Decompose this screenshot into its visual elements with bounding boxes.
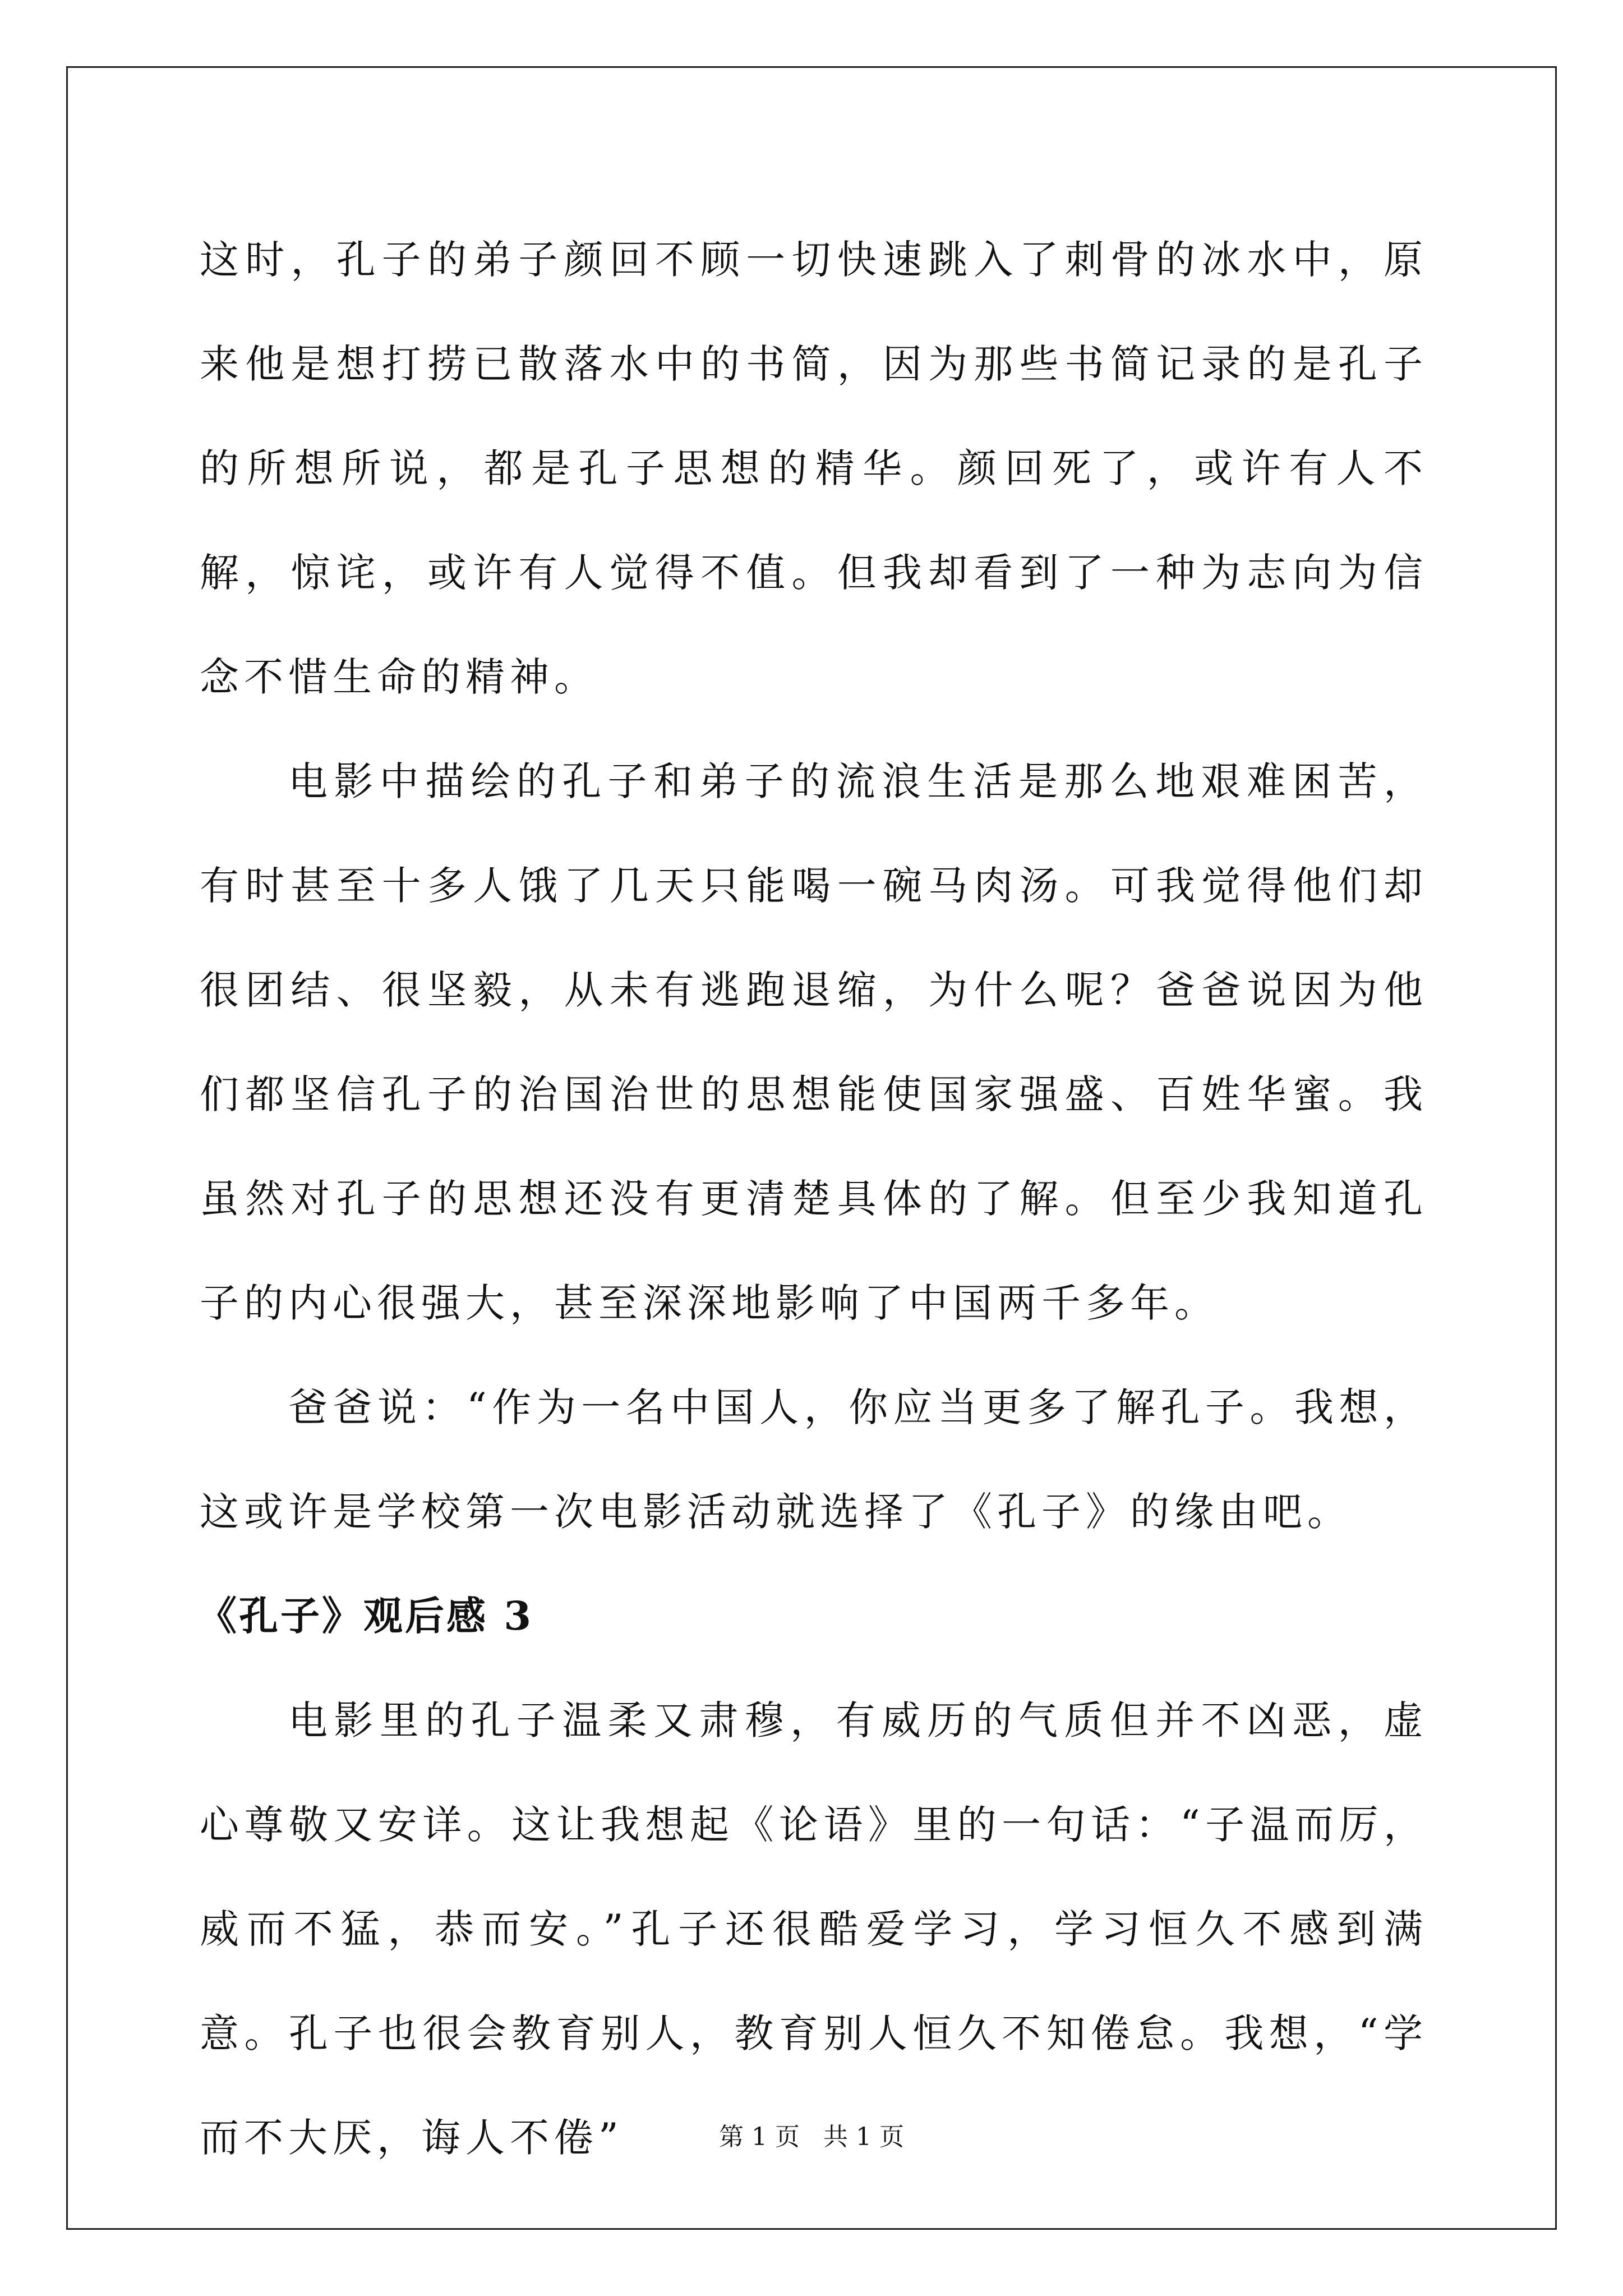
document-body [197,208,1428,2190]
paragraph-1: 这时，孔子的弟子颜回不顾一切快速跳入了刺骨的冰水中，原来他是想打捞已散落水中的书简，因为那些书简记录的是孔子的所想所说，都是孔子思想的精华。颜回死了，或许有人不解，惊诧，或许有人觉得不值。但我却看到了一种为志向为信念不惜生命的精神。 [200,237,1428,700]
page-number-label: 第 1 页 共 1 页 [719,2123,904,2151]
paragraph-3: 爸爸说：“作为一名中国人，你应当更多了解孔子。我想，这或许是学校第一次电影活动就选择了《孔子》的缘由吧。 [200,1384,1428,1535]
paragraph-2: 电影中描绘的孔子和弟子的流浪生活是那么地艰难困苦，有时甚至十多人饿了几天只能喝一碗马肉汤。可我觉得他们却很团结、很坚毅，从未有逃跑退缩，为什么呢？爸爸说因为他们都坚信孔子的治国治世的思想能使国家强盛、百姓华蜜。我虽然对孔子的思想还没有更清楚具体的了解。但至少我知道孔子的内心很强大，甚至深深地影响了中国两千多年。 [200,758,1428,1326]
section-paragraph-1: 电影里的孔子温柔又肃穆，有威历的气质但并不凶恶，虚心尊敬又安详。这让我想起《论语》里的一句话：“子温而厉，威而不猛，恭而安。”孔子还很酷爱学习，学习恒久不感到满意。孔子也很会教育别人，教育别人恒久不知倦怠。我想，“学而不大厌，诲人不倦” [200,1697,1428,2161]
page-footer [0,2120,1623,2154]
section-title: 《孔子》观后感 3 [197,1593,534,1639]
